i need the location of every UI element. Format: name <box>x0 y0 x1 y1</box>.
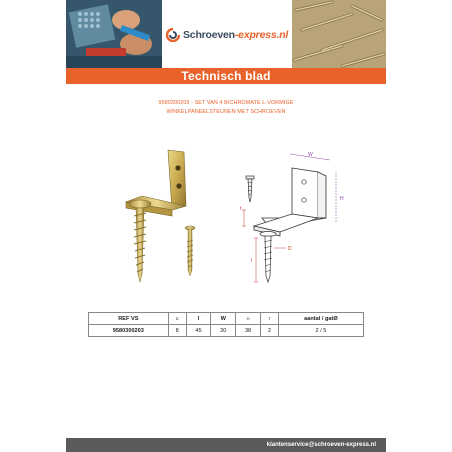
dim-label-h: H <box>340 196 344 202</box>
product-title <box>66 99 386 117</box>
product-photo <box>106 146 216 284</box>
table-row <box>89 325 364 337</box>
product-title-line1: 9580300203 - SET VAN 4 BICHROMATE L-VORMIGE <box>158 100 294 106</box>
cell-d: 8 <box>168 325 186 337</box>
cell-w: 30 <box>211 325 236 337</box>
logo-text <box>183 29 288 41</box>
col-header-w: W <box>211 313 236 325</box>
header-photo-workshop <box>66 0 162 68</box>
tech-sheet-page <box>66 0 386 452</box>
cell-ref: 9580300203 <box>89 325 169 337</box>
col-header-ref: REF VS <box>89 313 169 325</box>
cell-t: 2 <box>260 325 278 337</box>
header-photo-screws <box>292 0 386 68</box>
cell-aantal: 2 / 5 <box>278 325 363 337</box>
title-banner <box>66 68 386 84</box>
logo-mark-icon <box>166 28 180 42</box>
brand-logo[interactable] <box>166 24 290 46</box>
customer-service-email-link[interactable]: klantenservice@schroeven-express.nl <box>266 442 376 448</box>
logo-prefix: Schroeven <box>183 29 235 41</box>
dim-label-d: D <box>288 246 292 252</box>
cell-l: 45 <box>186 325 211 337</box>
cell-h: 38 <box>236 325 261 337</box>
dim-label-w: W <box>308 152 313 158</box>
col-header-h: H <box>236 313 261 325</box>
dim-label-t: t <box>240 206 242 212</box>
header <box>66 0 386 68</box>
logo-suffix: -express.nl <box>234 29 289 41</box>
table-header-row <box>89 313 364 325</box>
col-header-t: T <box>260 313 278 325</box>
col-header-d: D <box>168 313 186 325</box>
col-header-aantal: aantal / gatØ <box>278 313 363 325</box>
spec-table <box>88 312 364 337</box>
footer <box>66 438 386 452</box>
banner-title: Technisch blad <box>181 69 271 83</box>
dim-label-l: l <box>251 258 253 264</box>
col-header-l: l <box>186 313 211 325</box>
technical-drawing <box>234 148 384 288</box>
product-title-line2: WINKELPANEELSTEUNEN MET SCHROEVEN <box>166 109 286 115</box>
